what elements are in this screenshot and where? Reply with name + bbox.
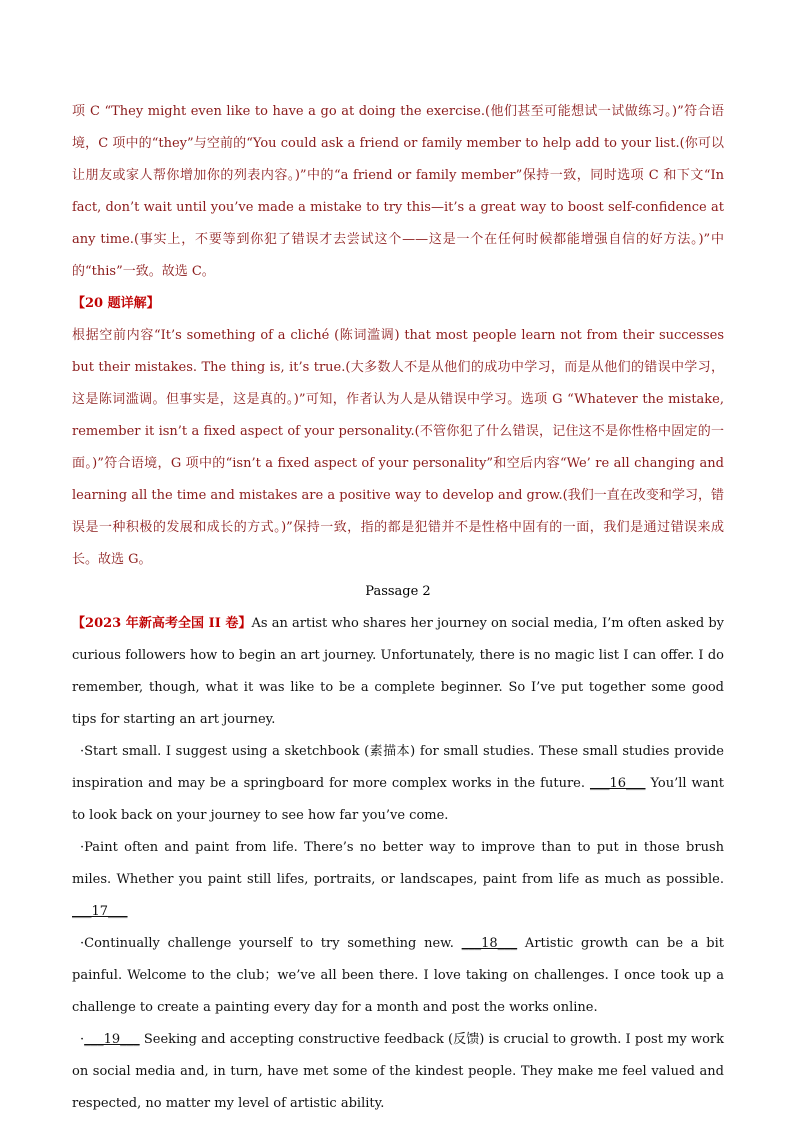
intro-text: As an artist who shares her journey on social media, I’m often asked by curious followers how to begin an art journey. Unfortunately, there is no magic list I can offer. I do remember, though, what it was like to be a complete beginner. So I’ve put together some good tips for starting an art journey. xyxy=(72,616,724,727)
tip-4-text: Seeking and accepting constructive feedback (反馈) is crucial to growth. I post my work on social media and, in turn, have met some of the kindest people. They make me feel valued and respected, no matter my level of artistic ability. xyxy=(72,1032,724,1111)
blank-18: ___18___ xyxy=(461,936,518,951)
tip-2-text: ·Paint often and paint from life. There’s no better way to improve than to put in those brush miles. Whether you paint still lifes, portraits, or landscapes, paint from life as much as possible. xyxy=(72,840,724,887)
tip-3 xyxy=(72,928,724,1024)
analysis-19-text: 项 C “They might even like to have a go at doing the exercise.(他们甚至可能想试一试做练习。)”符合语境，C 项中的“they”与空前的“You could ask a friend or family member to help add to your list.(你可以让朋友或家人帮你增加你的列表内容。)”中的“a friend or family member”保持一致，同时选项 C 和下文“In fact, don’t wait until you’ve made a mistake to try this—it’s a great way to boost self-confidence at any time.(事实上，不要等到你犯了错误才去尝试这个——这是一个在任何时候都能增强自信的好方法。)”中的“this”一致。故选 C。 xyxy=(72,104,724,279)
tip-4 xyxy=(72,1024,724,1120)
q20-heading: 【20 题详解】 xyxy=(72,296,160,311)
blank-19: ___19___ xyxy=(84,1032,140,1047)
tip-1-text-after: You’ll want to look back on your journey to see how far you’ve come. xyxy=(72,776,724,823)
q20-text: 根据空前内容“It’s something of a cliché (陈词滥调) that most people learn not from their successes but their mistakes. The thing is, it’s true.(大多数人不是从他们的成功中学习，而是从他们的错误中学习，这是陈词滥调。但事实是，这是真的。)”可知，作者认为人是从错误中学习。选项 G “Whatever the mistake, remember it isn’t a fixed aspect of your personality.(不管你犯了什么错误，记住这不是你性格中固定的一面。)”符合语境，G 项中的“isn’t a fixed aspect of your personality”和空后内容“We’ re all changing and learning all the time and mistakes are a positive way to develop and grow.(我们一直在改变和学习，错误是一种积极的发展和成长的方式。)”保持一致，指的都是犯错并不是性格中固有的一面，我们是通过错误来成长。故选 G。 xyxy=(72,328,724,567)
tip-1-text: ·Start small. I suggest using a sketchbook (素描本) for small studies. These small studies provide inspiration and may be a springboard for more complex works in the future. xyxy=(72,744,724,791)
tip-4-bullet: · xyxy=(80,1032,85,1047)
document-page xyxy=(72,96,724,1120)
tip-3-text: ·Continually challenge yourself to try something new. xyxy=(80,936,462,951)
tip-3-text-after: Artistic growth can be a bit painful. Welcome to the club；we’ve all been there. I love taking on challenges. I once took up a challenge to create a painting every day for a month and post the works online. xyxy=(72,936,725,1015)
tip-1 xyxy=(72,736,724,832)
passage-intro xyxy=(72,608,724,736)
passage-title: Passage 2 xyxy=(365,584,431,599)
blank-16: ___16___ xyxy=(589,776,646,791)
tip-2 xyxy=(72,832,724,928)
source-tag: 【2023 年新高考全国 II 卷】 xyxy=(72,616,252,631)
blank-17: ___17___ xyxy=(72,904,128,919)
